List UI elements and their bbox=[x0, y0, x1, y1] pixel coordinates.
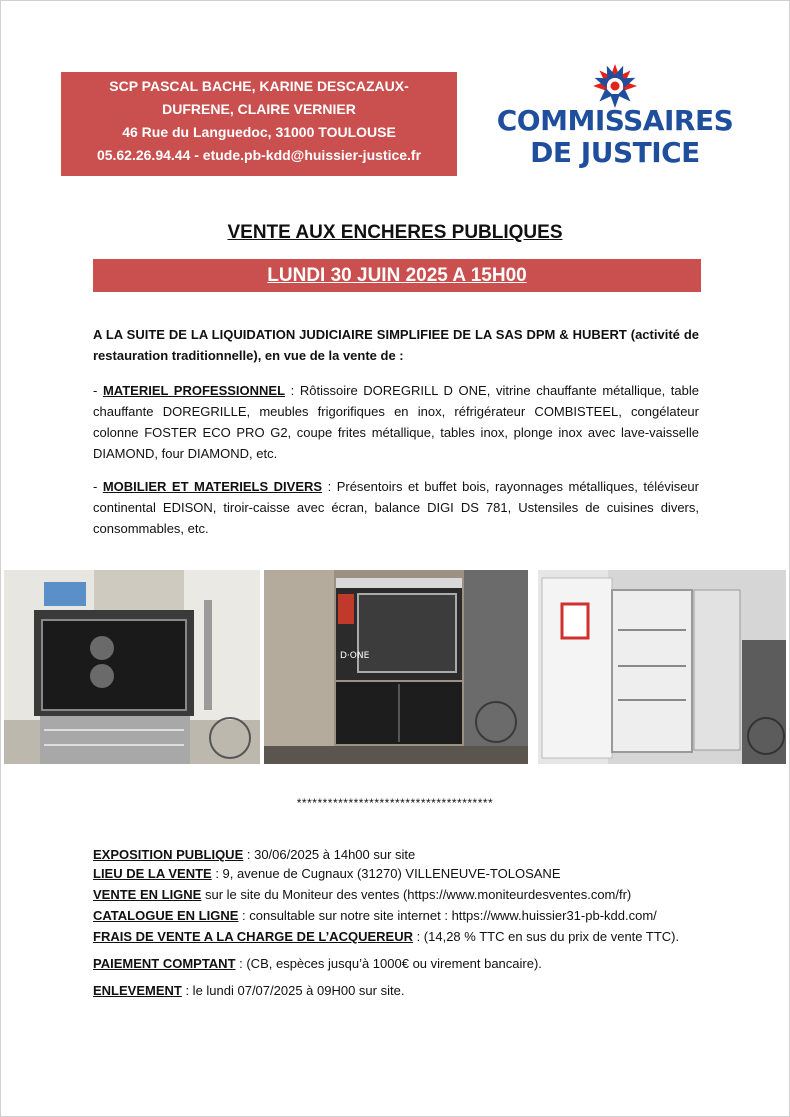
firm-line-1: SCP PASCAL BACHE, KARINE DESCAZAUX- bbox=[109, 78, 409, 94]
intro-paragraph: A LA SUITE DE LA LIQUIDATION JUDICIAIRE SIMPLIFIEE DE LA SAS DPM & HUBERT (activité de restauration traditionnelle), en vue de la vente de : bbox=[93, 327, 699, 363]
info-fees bbox=[93, 928, 679, 946]
firm-contact: 05.62.26.94.44 - etude.pb-kdd@huissier-justice.fr bbox=[96, 147, 422, 163]
info-removal bbox=[93, 982, 404, 1000]
info-text: : 30/06/2025 à 14h00 sur site bbox=[243, 847, 416, 862]
info-text: : le lundi 07/07/2025 à 09H00 sur site. bbox=[181, 983, 405, 998]
info-text: sur le site du Moniteur des ventes (https://www.moniteurdesventes.com/fr) bbox=[201, 887, 632, 902]
section-2-prefix: - bbox=[93, 479, 103, 494]
sale-date-banner: LUNDI 30 JUIN 2025 A 15H00 bbox=[93, 259, 701, 292]
page-title: VENTE AUX ENCHERES PUBLIQUES bbox=[227, 222, 563, 243]
info-label: PAIEMENT COMPTANT bbox=[93, 956, 236, 971]
separator-stars: ************************************** bbox=[296, 796, 494, 810]
logo-line-2: DE JUSTICE bbox=[530, 136, 700, 169]
firm-line-2: DUFRENE, CLAIRE VERNIER bbox=[162, 101, 356, 117]
info-text: : consultable sur notre site internet : https://www.huissier31-pb-kdd.com/ bbox=[238, 908, 657, 923]
info-text: : (CB, espèces jusqu’à 1000€ ou virement bancaire). bbox=[235, 956, 542, 971]
section-2-label: MOBILIER ET MATERIELS DIVERS bbox=[102, 479, 323, 494]
firm-header bbox=[61, 72, 457, 176]
section-1-prefix: - bbox=[93, 383, 103, 398]
info-online-sale bbox=[93, 886, 631, 904]
info-exposition bbox=[93, 846, 415, 864]
info-catalogue bbox=[93, 907, 657, 925]
info-label: VENTE EN LIGNE bbox=[93, 887, 202, 902]
info-label: ENLEVEMENT bbox=[93, 983, 182, 998]
info-location bbox=[93, 865, 561, 883]
logo-line-1: COMMISSAIRES bbox=[496, 104, 734, 137]
info-label: FRAIS DE VENTE A LA CHARGE DE L’ACQUEREUR bbox=[93, 929, 413, 944]
firm-address: 46 Rue du Languedoc, 31000 TOULOUSE bbox=[122, 124, 396, 140]
section-1-text: : Rôtissoire DOREGRILL D ONE, vitrine chauffante métallique, table chauffante DOREGRILLE, meubles frigorifiques en inox, réfrigérateur COMBISTEEL, congélateur colonne FOSTER ECO PRO G2, coupe frites métallique, tables inox, plonge inox avec lave-vaisselle DIAMOND, four DIAMOND, etc. bbox=[93, 383, 699, 461]
info-label: CATALOGUE EN LIGNE bbox=[93, 908, 239, 923]
commissaires-logo bbox=[490, 62, 740, 172]
section-furniture bbox=[93, 476, 699, 539]
info-text: : 9, avenue de Cugnaux (31270) VILLENEUVE-TOLOSANE bbox=[211, 866, 561, 881]
photo-rotisserie bbox=[264, 570, 528, 764]
info-payment bbox=[93, 955, 542, 973]
section-professional-equipment bbox=[93, 380, 699, 464]
info-text: : (14,28 % TTC en sus du prix de vente TTC). bbox=[412, 929, 680, 944]
info-label: EXPOSITION PUBLIQUE bbox=[93, 847, 244, 862]
info-label: LIEU DE LA VENTE bbox=[93, 866, 212, 881]
section-1-label: MATERIEL PROFESSIONNEL bbox=[102, 383, 286, 398]
photo-oven bbox=[4, 570, 260, 764]
rotisserie-brand: D·ONE bbox=[340, 651, 370, 661]
section-2-text: : Présentoirs et buffet bois, rayonnages métalliques, téléviseur continental EDISON, tiroir-caisse avec écran, balance DIGI DS 781, Ustensiles de cuisines divers, consommables, etc. bbox=[93, 479, 699, 536]
photo-refrigerator bbox=[538, 570, 786, 764]
